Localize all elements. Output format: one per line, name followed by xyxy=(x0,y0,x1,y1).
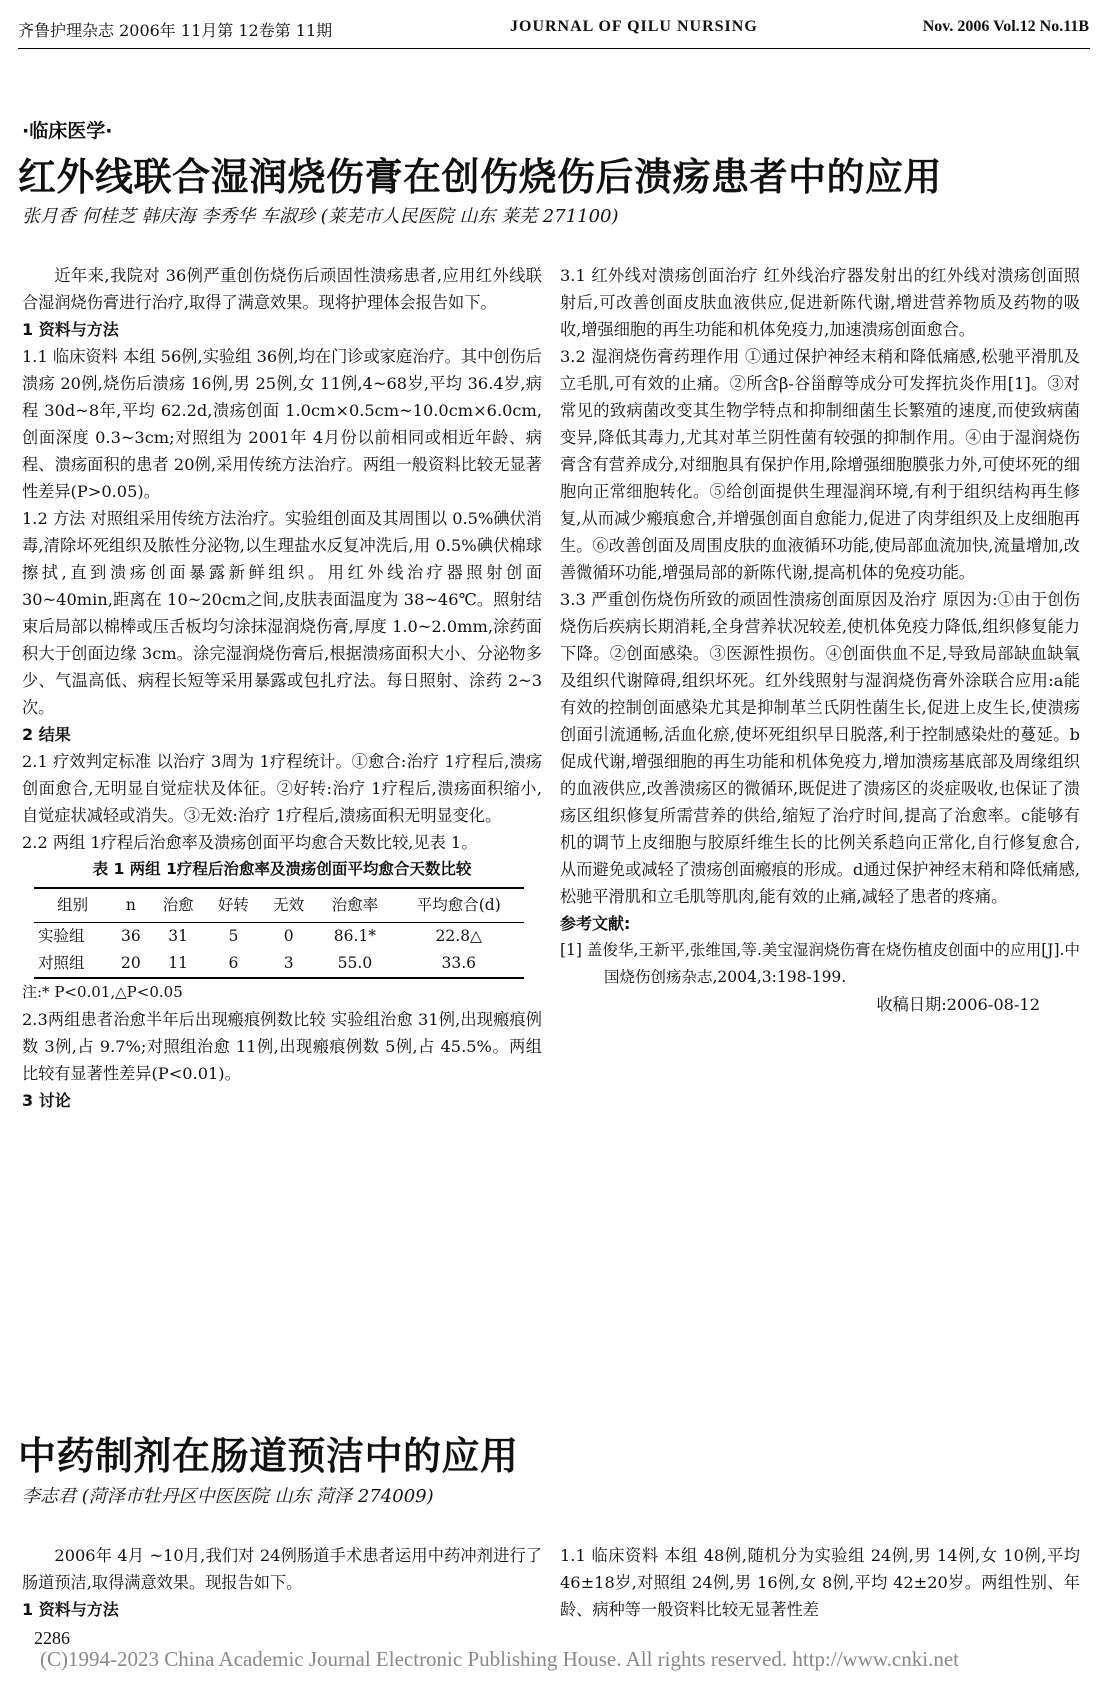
paragraph-3-1: 3.1 红外线对溃疡创面治疗 红外线治疗器发射出的红外线对溃疡创面照射后,可改善创面皮肤血液供应,促进新陈代谢,增进营养物质及药物的吸收,增强细胞的再生功能和机体免疫力,加速溃疡创面愈合。 xyxy=(560,266,1080,339)
paragraph-1-1: 1.1 临床资料 本组 56例,实验组 36例,均在门诊或家庭治疗。其中创伤后溃疡 20例,烧伤后溃疡 16例,男 25例,女 11例,4~68岁,平均 36.4岁,病程 30d~8年,平均 62.2d,溃疡创面 1.0cm×0.5cm~10.0cm×6.0cm,创面深度 0.3~3cm;对照组为 2001年 4月份以前相同或相近年龄、病程、溃疡面积的患者 20例,采用传统方法治疗。两组一般资料比较无显著性差异(P>0.05)。 xyxy=(22,347,542,501)
table-cell: 对照组 xyxy=(34,950,111,978)
table-header-row xyxy=(34,888,524,923)
article2-right-column xyxy=(560,1542,1080,1623)
running-header xyxy=(0,18,1117,42)
table-cell: 86.1* xyxy=(333,927,377,945)
table-cell: 36 xyxy=(121,927,141,945)
heading-discussion: 3 讨论 xyxy=(22,1091,71,1110)
table-cell: 33.6 xyxy=(394,950,524,978)
header-issue: Nov. 2006 Vol.12 No.11B xyxy=(922,18,1089,35)
references-heading: 参考文献: xyxy=(560,914,631,933)
table-cell: 22.8△ xyxy=(435,927,482,945)
header-journal-en: JOURNAL OF QILU NURSING xyxy=(510,18,758,35)
article2-paragraph-1-1: 1.1 临床资料 本组 48例,随机分为实验组 24例,男 14例,女 10例,平均 46±18岁,对照组 24例,男 16例,女 8例,平均 42±20岁。两组性别、年龄、病种等一般资料比较无显著性差 xyxy=(560,1546,1080,1619)
table-cell: 11 xyxy=(151,950,206,978)
table-header-cell: n xyxy=(111,888,150,923)
paragraph-2-1: 2.1 疗效判定标准 以治疗 3周为 1疗程统计。①愈合:治疗 1疗程后,溃疡创面愈合,无明显自觉症状及体征。②好转:治疗 1疗程后,溃疡面积缩小,自觉症状减轻或消失。③无效:治疗 1疗程后,溃疡面积无明显变化。 xyxy=(22,752,542,825)
table-note: 注:* P<0.01,△P<0.05 xyxy=(22,983,183,1001)
header-rule xyxy=(18,48,1090,49)
table-header-cell: 治愈 xyxy=(151,888,206,923)
article1-left-column xyxy=(22,262,542,1114)
article1-authors: 张月香 何桂芝 韩庆海 李秀华 车淑珍 (莱芜市人民医院 山东 莱芜 271100) xyxy=(22,206,619,227)
header-journal-cn: 齐鲁护理杂志 2006年 11月第 12卷第 11期 xyxy=(18,21,333,40)
table-cell: 20 xyxy=(111,950,150,978)
table-cell: 5 xyxy=(228,927,239,945)
article2-heading-materials-methods: 1 资料与方法 xyxy=(22,1600,119,1619)
table-header-cell: 治愈率 xyxy=(316,888,393,923)
table-header-cell: 组别 xyxy=(34,888,111,923)
table-cell: 31 xyxy=(168,927,189,945)
table-header-cell: 平均愈合(d) xyxy=(394,888,524,923)
reference-1: [1] 盖俊华,王新平,张维国,等.美宝湿润烧伤膏在烧伤植皮创面中的应用[J].中国烧伤创疡杂志,2004,3:198-199. xyxy=(560,941,1080,986)
article2-title: 中药制剂在肠道预洁中的应用 xyxy=(18,1434,519,1478)
table-cell: 实验组 xyxy=(38,927,85,945)
article2-authors: 李志君 (菏泽市牡丹区中医医院 山东 菏泽 274009) xyxy=(22,1486,434,1507)
table-header-cell: 好转 xyxy=(206,888,261,923)
table-caption: 表 1 两组 1疗程后治愈率及溃疡创面平均愈合天数比较 xyxy=(92,860,472,878)
copyright-footer: (C)1994-2023 China Academic Journal Electronic Publishing House. All rights reserved. http://www.cnki.net xyxy=(40,1647,959,1671)
paragraph-3-2: 3.2 湿润烧伤膏药理作用 ①通过保护神经末稍和降低痛感,松驰平滑肌及立毛肌,可有效的止痛。②所含β-谷甾醇等成分可发挥抗炎作用[1]。③对常见的致病菌改变其生物学特点和抑制细菌生长繁殖的速度,而使致病菌变异,降低其毒力,尤其对革兰阴性菌有较强的抑制作用。④由于湿润烧伤膏含有营养成分,对细胞具有保护作用,除增强细胞膜张力外,可使坏死的细胞向正常细胞转化。⑤给创面提供生理湿润环境,有利于组织结构再生修复,从而减少瘢痕愈合,并增强创面自愈能力,促进了肉芽组织及上皮细胞再生。⑥改善创面及周围皮肤的血液循环功能,使局部血流加快,流量增加,改善微循环功能,增强局部的新陈代谢,提高机体的免疫功能。 xyxy=(560,347,1080,582)
paragraph-2-2: 2.2 两组 1疗程后治愈率及溃疡创面平均愈合天数比较,见表 1。 xyxy=(22,833,478,852)
heading-results: 2 结果 xyxy=(22,725,71,744)
article1-title: 红外线联合湿润烧伤膏在创伤烧伤后溃疡患者中的应用 xyxy=(18,155,943,199)
heading-materials-methods: 1 资料与方法 xyxy=(22,320,119,339)
table-row xyxy=(34,923,524,951)
article1-intro: 近年来,我院对 36例严重创伤烧伤后顽固性溃疡患者,应用红外线联合湿润烧伤膏进行治疗,取得了满意效果。现将护理体会报告如下。 xyxy=(22,266,542,312)
received-date: 收稿日期:2006-08-12 xyxy=(876,995,1040,1014)
table-cell: 6 xyxy=(206,950,261,978)
table-header-cell: 无效 xyxy=(261,888,316,923)
article2-intro: 2006年 4月 ~10月,我们对 24例肠道手术患者运用中药冲剂进行了肠道预洁,取得满意效果。现报告如下。 xyxy=(22,1546,542,1592)
section-tag: ·临床医学· xyxy=(22,120,113,142)
paragraph-1-2: 1.2 方法 对照组采用传统方法治疗。实验组创面及其周围以 0.5%碘伏消毒,清除坏死组织及脓性分泌物,以生理盐水反复冲洗后,用 0.5%碘伏棉球擦拭,直到溃疡创面暴露新鲜组织。用红外线治疗器照射创面 30~40min,距离在 10~20cm之间,皮肤表面温度为 38~46℃。照射结束后局部以棉棒或压舌板均匀涂抹湿润烧伤膏,厚度 1.0~2.0mm,涂药面积大于创面边缘 3cm。涂完湿润烧伤膏后,根据溃疡面积大小、分泌物多少、气温高低、病程长短等采用暴露或包扎疗法。每日照射、涂药 2~3次。 xyxy=(22,509,542,717)
article2-left-column xyxy=(22,1542,542,1623)
article1-right-column xyxy=(560,262,1080,1018)
table-cell: 0 xyxy=(283,927,294,945)
table-cell: 55.0 xyxy=(316,950,393,978)
paragraph-2-3: 2.3两组患者治愈半年后出现瘢痕例数比较 实验组治愈 31例,出现瘢痕例数 3例,占 9.7%;对照组治愈 11例,出现瘢痕例数 5例,占 45.5%。两组比较有显著性差异(P<0.01)。 xyxy=(22,1010,542,1083)
page-number: 2286 xyxy=(34,1628,70,1648)
results-table xyxy=(34,887,524,979)
table-row xyxy=(34,950,524,978)
table-cell: 3 xyxy=(261,950,316,978)
paragraph-3-3: 3.3 严重创伤烧伤所致的顽固性溃疡创面原因及治疗 原因为:①由于创伤烧伤后疾病长期消耗,全身营养状况较差,使机体免疫力降低,组织修复能力下降。②创面感染。③医源性损伤。④创面供血不足,导致局部缺血缺氧及组织代谢障碍,组织坏死。红外线照射与湿润烧伤膏外涂联合应用:a能有效的控制创面感染尤其是抑制革兰氏阴性菌生长,促进上皮生长,使溃疡创面引流通畅,活血化瘀,使坏死组织早日脱落,利于控制感染灶的蔓延。b促成代谢,增强细胞的再生功能和机体免疫力,增加溃疡基底部及周缘组织的血液供应,改善溃疡区的微循环,既促进了溃疡区的炎症吸收,也保证了溃疡区组织修复所需营养的供给,缩短了治疗时间,提高了治愈率。c能够有机的调节上皮细胞与胶原纤维生长的比例关系趋向正常化,自行修复愈合,从而避免或减轻了溃疡创面瘢痕的形成。d通过保护神经末稍和降低痛感,松驰平滑肌和立毛肌等肌肉,能有效的止痛,减轻了患者的疼痛。 xyxy=(560,590,1080,906)
